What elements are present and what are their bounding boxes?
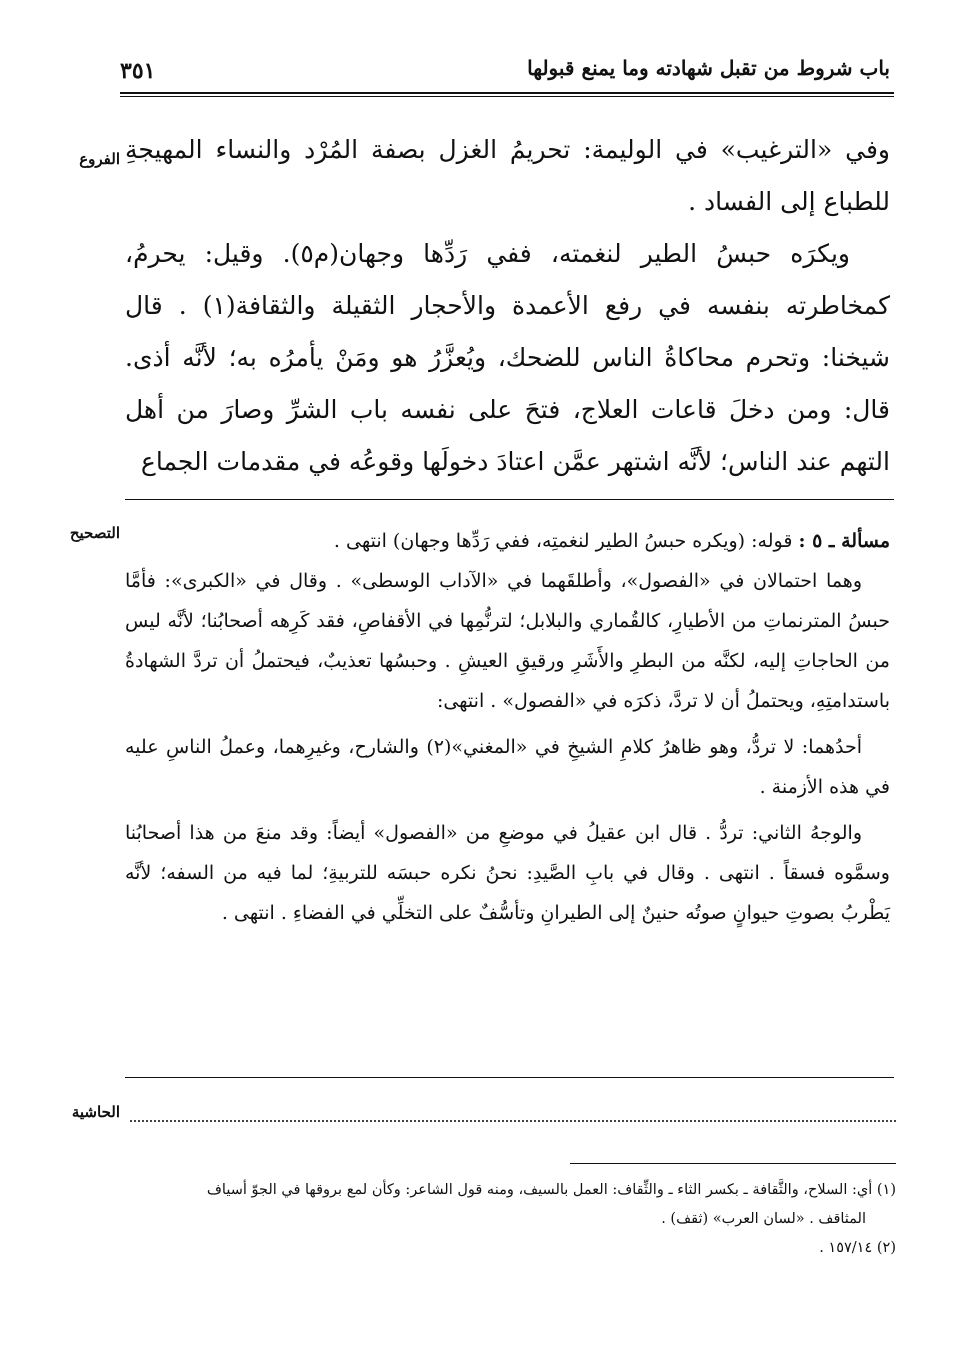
tashih-quote: قوله: (ويكره حبسُ الطير لنغمتِه، ففي رَدِّها وجهان) انتهى . (333, 530, 793, 552)
footnote-1-continued: المثاقف . «لسان العرب» (ثقف) . (661, 1211, 866, 1227)
running-header-title: باب شروط من تقبل شهادته وما يمنع قبولها (527, 56, 890, 80)
footnote-1: (١) أي: السلاح، والثَّقافة ـ بكسر الثاء ـ والثِّقاف: العمل بالسيف، ومنه قول الشاعر: وكأن لمع بروقها في الجوّ أسياف (206, 1182, 896, 1198)
main-paragraph-1: وفي «الترغيب» في الوليمة: تحريمُ الغزل بصفة المُرْد والنساء المهيجةِ للطباع إلى الفساد . (125, 135, 890, 216)
section-divider-tashih (125, 1077, 894, 1078)
footnote-rule (570, 1163, 896, 1164)
main-text-section (125, 124, 890, 488)
header-rule-thin (120, 96, 894, 97)
tashih-paragraph-2: وهما احتمالان في «الفصول»، وأطلقَهما في «الآداب الوسطى» . وقال في «الكبرى»: فأمَّا حبسُ المترنماتِ من الأطيارِ، كالقُماري والبلابل؛ لترنُّمِها في الأقفاصِ، فقد كَرِهه أصحابُنا؛ لأنَّه ليس من الحاجاتِ إليه، لكنَّه من البطرِ والأَشَرِ ورقيقِ العيشِ . وحبسُها تعذيبٌ، فيحتملُ أن تردَّ الشهادةُ باستدامتِهِ، ويحتملُ أن لا تردَّ، ذكرَه في «الفصول» . انتهى: (125, 570, 890, 712)
hashiya-dotted-line (130, 1120, 896, 1122)
footnotes (125, 1176, 896, 1263)
tashih-section (125, 521, 890, 933)
section-divider-main (125, 499, 894, 500)
main-paragraph-2: ويكرَه حبسُ الطير لنغمته، ففي رَدِّها وجهان(م٥). وقيل: يحرمُ، كمخاطرته بنفسه في رفع الأعمدة والأحجار الثقيلة والثقافة(١) . قال شيخنا: وتحرم محاكاةُ الناس للضحك، ويُعزَّرُ هو ومَنْ يأمرُه به؛ لأنَّه أذى. قال: ومن دخلَ قاعات العلاج، فتحَ على نفسه باب الشرِّ وصارَ من أهل التهم عند الناس؛ لأنَّه اشتهر عمَّن اعتادَ دخولَها وقوعُه في مقدمات الجماع (125, 239, 890, 476)
side-label-hashiya: الحاشية (71, 1103, 120, 1121)
header-rule (120, 92, 894, 94)
tashih-paragraph-4: والوجهُ الثاني: تردُّ . قال ابن عقيلُ في موضعِ من «الفصول» أيضاً: وقد منعَ من هذا أصحابُنا وسمَّوه فسقاً . انتهى . وقال في بابِ الصَّيدِ: نحنُ نكره حبسَه للتربيةِ؛ لما فيه من السفه؛ لأنَّه يَطْربُ بصوتِ حيوانٍ صوتُه حنينٌ إلى الطيرانِ وتأسُّفٌ على التخلِّي في الفضاءِ . انتهى . (125, 822, 890, 924)
tashih-paragraph-1 (125, 521, 890, 561)
issue-number-label: مسألة ـ ٥ : (798, 530, 890, 552)
tashih-paragraph-3: أحدُهما: لا تردُّ، وهو ظاهرُ كلامِ الشيخِ في «المغني»(٢) والشارح، وغيرِهما، وعملُ الناسِ عليه في هذه الأزمنة . (125, 736, 890, 798)
side-label-furu: الفروع (79, 150, 120, 168)
side-label-tashih: التصحيح (69, 524, 120, 542)
page-number: ٣٥١ (120, 58, 156, 84)
footnote-2: (٢) ١٥٧/١٤ . (819, 1240, 896, 1256)
